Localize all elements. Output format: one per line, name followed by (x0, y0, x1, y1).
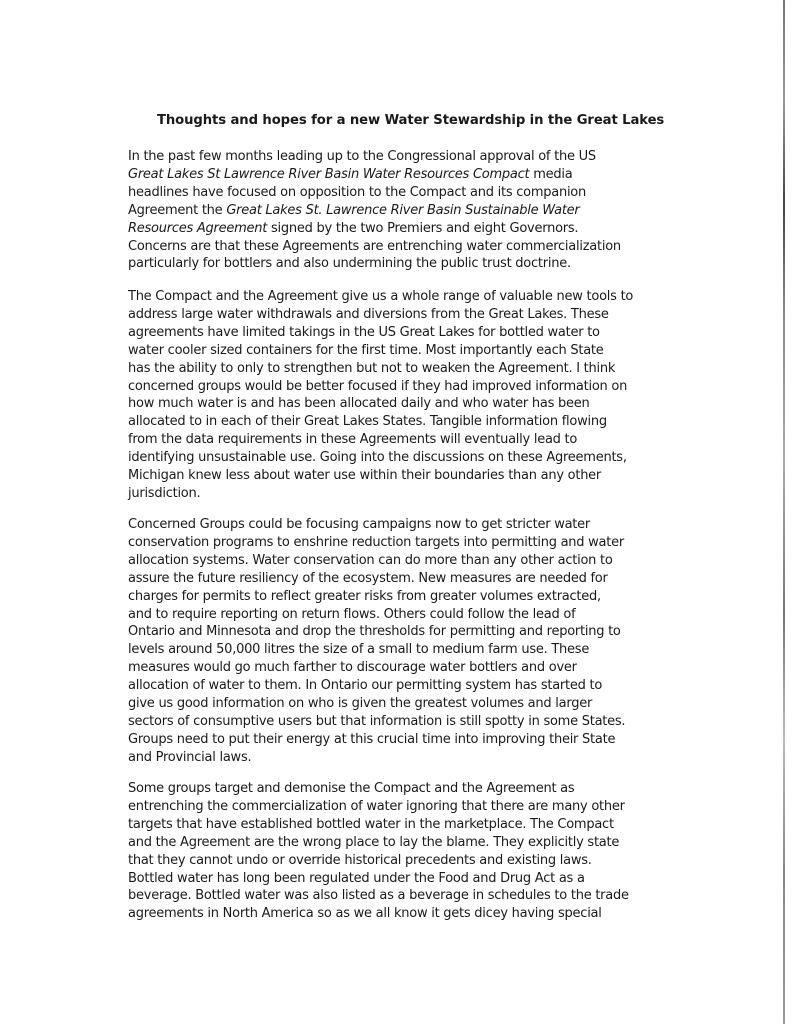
text-line (128, 798, 688, 816)
text-run: jurisdiction. (128, 485, 201, 501)
text-run: concerned groups would be better focused if they had improved information on (128, 378, 628, 394)
text-line (128, 641, 688, 659)
text-line (128, 255, 688, 273)
text-line (128, 184, 688, 202)
text-line (128, 552, 688, 570)
text-run: sectors of consumptive users but that information is still spotty in some States. (128, 713, 626, 729)
text-line (128, 749, 688, 767)
text-line (128, 816, 688, 834)
text-run: allocation of water to them. In Ontario our permitting system has started to (128, 678, 603, 694)
text-line (128, 306, 688, 324)
text-run: levels around 50,000 litres the size of a small to medium farm use. These (128, 642, 590, 658)
text-run: entrenching the commercialization of water ignoring that there are many other (128, 798, 625, 814)
text-line (128, 623, 688, 641)
text-line (128, 220, 688, 238)
text-run: Michigan knew less about water use within their boundaries than any other (128, 468, 602, 484)
text-run: Bottled water has long been regulated under the Food and Drug Act as a (128, 870, 585, 886)
text-line (128, 324, 688, 342)
text-run: has the ability to only to strengthen but not to weaken the Agreement. I think (128, 360, 616, 376)
text-run: Concerned Groups could be focusing campaigns now to get stricter water (128, 517, 590, 532)
text-run: allocated to in each of their Great Lakes States. Tangible information flowing (128, 414, 607, 430)
text-run: and the Agreement are the wrong place to lay the blame. They explicitly state (128, 834, 620, 850)
text-line (128, 431, 688, 449)
text-run: agreements in North America so as we all know it gets dicey having special (128, 906, 602, 922)
scanned-page-edge (783, 0, 785, 1024)
text-run: address large water withdrawals and diversions from the Great Lakes. These (128, 306, 609, 322)
text-line (128, 588, 688, 606)
text-run: allocation systems. Water conservation can do more than any other action to (128, 552, 613, 568)
paragraph-4 (128, 780, 688, 923)
text-line (128, 516, 688, 534)
text-run: agreements have limited takings in the US Great Lakes for bottled water to (128, 324, 600, 340)
text-line (128, 485, 688, 503)
text-line (128, 449, 688, 467)
text-run: measures would go much farther to discourage water bottlers and over (128, 660, 577, 676)
document-title: Thoughts and hopes for a new Water Stewardship in the Great Lakes (157, 113, 665, 128)
text-line (128, 606, 688, 624)
text-line (128, 870, 688, 888)
paragraph-3 (128, 516, 688, 767)
text-run: Agreement the (128, 202, 227, 218)
text-run: beverage. Bottled water was also listed as a beverage in schedules to the trade (128, 888, 629, 904)
text-run: charges for permits to reflect greater risks from greater volumes extracted, (128, 588, 601, 604)
text-run: and Provincial laws. (128, 749, 252, 765)
text-line (128, 905, 688, 923)
text-run: Ontario and Minnesota and drop the thresholds for permitting and reporting to (128, 624, 621, 640)
text-line (128, 148, 688, 166)
text-line (128, 413, 688, 431)
text-run: how much water is and has been allocated daily and who water has been (128, 396, 590, 412)
text-run: In the past few months leading up to the Congressional approval of the US (128, 149, 596, 164)
text-run: that they cannot undo or override historical precedents and existing laws. (128, 852, 592, 868)
text-run: identifying unsustainable use. Going into the discussions on these Agreements, (128, 450, 627, 466)
text-run: signed by the two Premiers and eight Governors. (267, 220, 579, 236)
text-line (128, 834, 688, 852)
text-line (128, 677, 688, 695)
text-line (128, 695, 688, 713)
text-run: assure the future resiliency of the ecosystem. New measures are needed for (128, 570, 608, 586)
text-line (128, 852, 688, 870)
text-line (128, 887, 688, 905)
text-run: media (529, 166, 573, 182)
text-line (128, 288, 688, 306)
text-line (128, 166, 688, 184)
text-line (128, 238, 688, 256)
text-run: Groups need to put their energy at this crucial time into improving their State (128, 731, 616, 747)
text-line (128, 342, 688, 360)
text-line (128, 395, 688, 413)
paragraph-2 (128, 288, 688, 503)
text-run: from the data requirements in these Agreements will eventually lead to (128, 432, 578, 448)
text-line (128, 570, 688, 588)
text-run: water cooler sized containers for the first time. Most importantly each State (128, 342, 604, 358)
text-line (128, 731, 688, 749)
italic-title-text: Great Lakes St Lawrence River Basin Water Resources Compact (128, 166, 530, 182)
text-run: The Compact and the Agreement give us a whole range of valuable new tools to (128, 289, 634, 304)
text-run: targets that have established bottled water in the marketplace. The Compact (128, 816, 614, 832)
italic-title-text: Resources Agreement (128, 220, 268, 236)
text-run: and to require reporting on return flows. Others could follow the lead of (128, 606, 576, 622)
text-line (128, 378, 688, 396)
text-run: headlines have focused on opposition to the Compact and its companion (128, 184, 586, 200)
text-run: Some groups target and demonise the Compact and the Agreement as (128, 781, 575, 796)
text-line (128, 659, 688, 677)
text-line (128, 467, 688, 485)
text-run: give us good information on who is given the greatest volumes and larger (128, 696, 593, 712)
text-line (128, 780, 688, 798)
text-line (128, 202, 688, 220)
text-run: Concerns are that these Agreements are entrenching water commercialization (128, 238, 621, 254)
text-line (128, 713, 688, 731)
text-run: conservation programs to enshrine reduction targets into permitting and water (128, 534, 624, 550)
text-line (128, 534, 688, 552)
text-run: particularly for bottlers and also undermining the public trust doctrine. (128, 256, 571, 272)
text-line (128, 360, 688, 378)
italic-title-text: Great Lakes St. Lawrence River Basin Sustainable Water (226, 202, 580, 218)
paragraph-1 (128, 148, 688, 273)
